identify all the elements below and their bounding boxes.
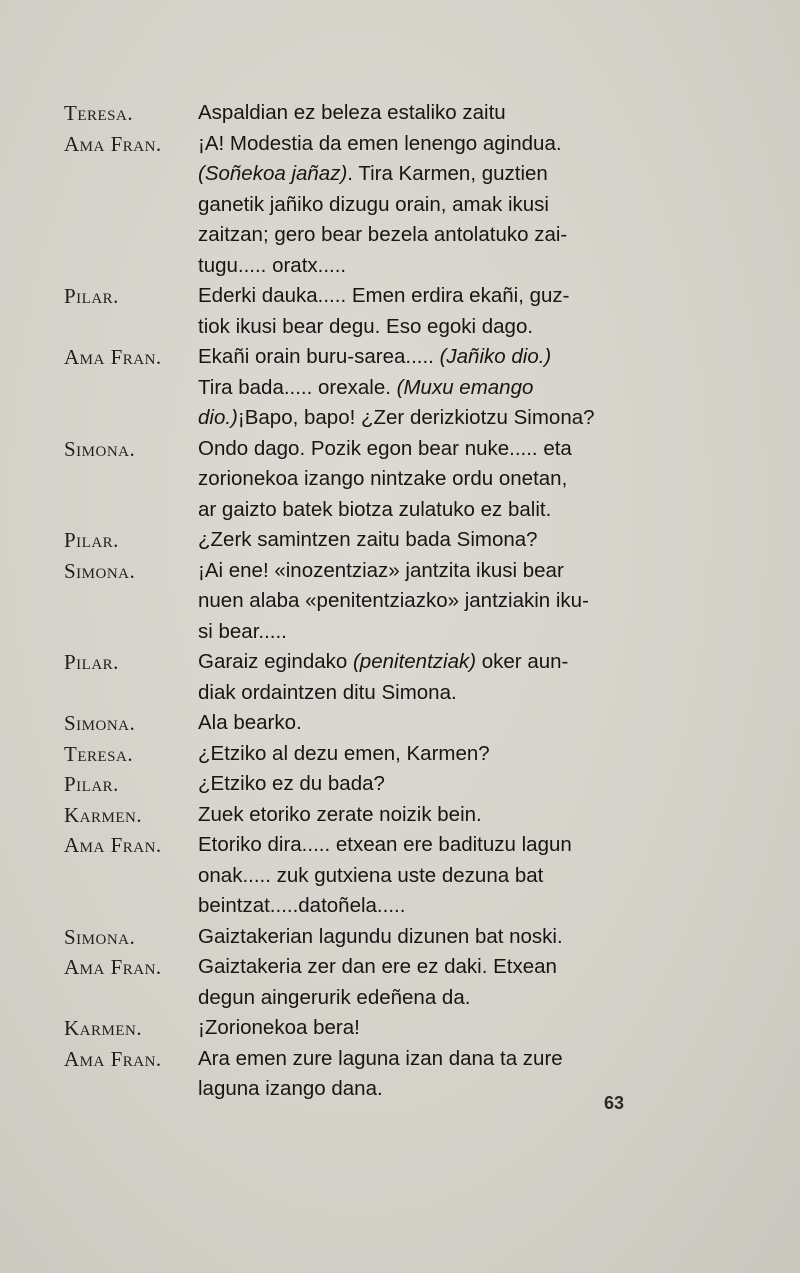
speaker-name: Simona.: [64, 436, 136, 461]
speaker-name: Simona.: [64, 558, 136, 583]
speech-line: Ekañi orain buru-sarea..... (Jañiko dio.): [198, 345, 552, 368]
speech-line: beintzat.....datoñela.....: [198, 894, 406, 917]
speech-text: [198, 708, 664, 739]
speech-line: diak ordaintzen ditu Simona.: [198, 680, 457, 704]
dialogue-line: [64, 922, 664, 953]
speaker-name: Teresa.: [64, 741, 134, 766]
speech-text: [198, 434, 664, 526]
speech-line: Gaiztakerian lagundu dizunen bat noski.: [198, 924, 563, 948]
speech-text: [198, 556, 664, 648]
speech-line: zorionekoa izango nintzake ordu onetan,: [198, 467, 568, 490]
dialogue-line: [64, 281, 664, 342]
dialogue-line: [64, 525, 664, 556]
dialogue-line: [64, 434, 664, 526]
dialogue-line: [64, 830, 664, 922]
speech-text: [198, 98, 664, 129]
speaker-name: Teresa.: [64, 101, 134, 125]
speech-line: ¡Ai ene! «inozentziaz» jantzita ikusi bear: [198, 558, 564, 582]
speech-line: Tira bada..... orexale. (Muxu emango: [198, 375, 534, 399]
speaker-name: Simona.: [64, 711, 136, 735]
speech-text: [198, 769, 664, 800]
speaker-name: Ama Fran.: [64, 955, 162, 979]
speaker-name: Pilar.: [64, 772, 119, 796]
speech-text: [198, 952, 664, 1013]
speech-text: [198, 1044, 664, 1105]
speaker-name: Pilar.: [64, 528, 119, 552]
speech-line: ¿Etziko al dezu emen, Karmen?: [198, 741, 490, 765]
speech-line: (Soñekoa jañaz). Tira Karmen, guztien: [198, 162, 548, 185]
speaker-name: Ama Fran.: [64, 345, 162, 369]
dialogue-line: [64, 952, 664, 1013]
speech-line: ¿Etziko ez du bada?: [198, 772, 385, 795]
speech-line: tiok ikusi bear degu. Eso egoki dago.: [198, 314, 534, 338]
speech-text: [198, 129, 664, 282]
speaker-name: Ama Fran.: [64, 131, 162, 156]
speech-line: Gaiztakeria zer dan ere ez daki. Etxean: [198, 955, 557, 978]
speech-line: dio.)¡Bapo, bapo! ¿Zer derizkiotzu Simona?: [198, 406, 595, 429]
speaker-name: Pilar.: [64, 284, 119, 308]
speech-line: ganetik jañiko dizugu orain, amak ikusi: [198, 192, 549, 216]
dialogue-line: [64, 342, 664, 434]
speaker-name: Karmen.: [64, 802, 143, 827]
speech-line: Ederki dauka..... Emen erdira ekañi, guz-: [198, 284, 570, 307]
speech-text: [198, 647, 664, 708]
dialogue-line: [64, 769, 664, 800]
dialogue-line: [64, 556, 664, 648]
speech-line: ¡Zorionekoa bera!: [198, 1016, 360, 1039]
speech-text: [198, 830, 664, 922]
speech-line: degun aingerurik edeñena da.: [198, 985, 471, 1009]
speaker-name: Ama Fran.: [64, 833, 162, 857]
speech-text: [198, 281, 664, 342]
speech-text: [198, 525, 664, 556]
speech-line: onak..... zuk gutxiena uste dezuna bat: [198, 863, 544, 887]
speech-line: Ara emen zure laguna izan dana ta zure: [198, 1046, 563, 1070]
dialogue-line: [64, 800, 664, 831]
speech-line: Ala bearko.: [198, 711, 302, 734]
speech-text: [198, 922, 664, 953]
speech-line: si bear.....: [198, 619, 287, 643]
speech-line: nuen alaba «penitentziazko» jantziakin iku-: [198, 589, 589, 612]
speech-line: tugu..... oratx.....: [198, 253, 347, 277]
dialogue-line: [64, 708, 664, 739]
dialogue-line: [64, 739, 664, 770]
speaker-name: Karmen.: [64, 1016, 143, 1040]
speech-line: zaitzan; gero bear bezela antolatuko zai-: [198, 223, 568, 246]
speech-line: laguna izango dana.: [198, 1077, 383, 1100]
dialogue-line: [64, 1044, 664, 1105]
speaker-name: Ama Fran.: [64, 1046, 162, 1071]
dialogue-block: [64, 98, 664, 1105]
speech-line: ar gaizto batek biotza zulatuko ez balit.: [198, 497, 552, 521]
dialogue-line: [64, 129, 664, 282]
speech-line: ¡A! Modestia da emen lenengo agindua.: [198, 131, 562, 155]
speaker-name: Simona.: [64, 924, 136, 949]
dialogue-line: [64, 1013, 664, 1044]
dialogue-line: [64, 647, 664, 708]
speech-text: [198, 739, 664, 770]
speaker-name: Pilar.: [64, 650, 119, 674]
speech-line: Garaiz egindako (penitentziak) oker aun-: [198, 650, 569, 673]
speech-text: [198, 342, 664, 434]
page-number: 63: [604, 1093, 625, 1113]
speech-line: Ondo dago. Pozik egon bear nuke..... eta: [198, 436, 572, 460]
speech-line: ¿Zerk samintzen zaitu bada Simona?: [198, 528, 538, 551]
dialogue-line: [64, 98, 664, 129]
speech-text: [198, 1013, 664, 1044]
speech-text: [198, 800, 664, 831]
speech-line: Etoriko dira..... etxean ere badituzu lagun: [198, 833, 572, 856]
speech-line: Aspaldian ez beleza estaliko zaitu: [198, 101, 506, 124]
speech-line: Zuek etoriko zerate noizik bein.: [198, 802, 482, 826]
